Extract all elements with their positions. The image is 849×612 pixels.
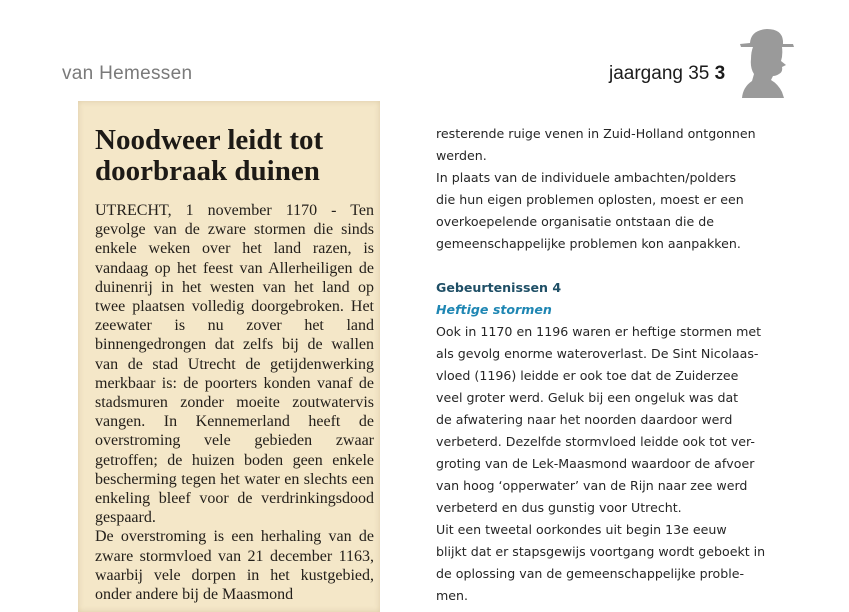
clipping-paragraph: UTRECHT, 1 november 1170 - Ten gevolge van de zware stormen die sinds enkele weken over het land razen, is vandaag op het feest van Allerheiligen de duinenrij in het westen van het land op twee plaatsen volledig doorgebroken. Het zeewater is nu zover het land binnengedrongen dat zelfs bij de wallen van de stad Utrecht de getijdenwerking merkbaar is: de poorters konden vanaf de stadsmuren zonder moeite zoutwatervis vangen. In Kennemerland heeft de overstroming vele gebieden zwaar getroffen; de huizen boden geen enkele bescherming tegen het water en slechts een enkeling bleef voor de verdrinkingsdood gespaard. [95,202,374,527]
article-line: Uit een tweetal oorkondes uit begin 13e eeuw [436,522,727,537]
section-title: Gebeurtenissen 4 [436,280,562,295]
article-line: In plaats van de individuele ambachten/polders [436,170,737,185]
article-line: verbeterd en dus gunstig voor Utrecht. [436,500,682,515]
article-line: veel groter werd. Geluk bij een ongeluk was dat [436,390,739,405]
article-line: van hoog ‘opperwater’ van de Rijn naar zee werd [436,478,748,493]
article-line: Ook in 1170 en 1196 waren er heftige stormen met [436,324,762,339]
paragraph-gap [436,255,781,277]
article-line: vloed (1196) leidde er ook toe dat de Zuiderzee [436,368,739,383]
article-column [436,123,781,607]
article-line: de oplossing van de gemeenschappelijke proble- [436,566,745,581]
volume-indicator [609,63,725,85]
hat-man-silhouette-icon [738,26,794,98]
article-line: verbeterd. Dezelfde stormvloed leidde ook tot ver- [436,434,755,449]
article-line: blijkt dat er stapsgewijs voortgang wordt geboekt in [436,544,766,559]
article-line: die hun eigen problemen oplosten, moest er een [436,192,744,207]
article-line: overkoepelende organisatie ontstaan die de [436,214,714,229]
clipping-paragraph: De overstroming is een herhaling van de zware stormvloed van 21 december 1163, waarbij vele dorpen in het kustgebied, onder andere bij de Maasmond [95,528,374,604]
article-line: men. [436,588,469,603]
article-line: werden. [436,148,487,163]
article-line: gemeenschappelijke problemen kon aanpakken. [436,236,741,251]
clipping-headline: Noodweer leidt tot doorbraak duinen [95,124,324,187]
brand-name: van Hemessen [62,63,193,84]
page-number: 3 [714,63,726,84]
article-line: de afwatering naar het noorden daardoor werd [436,412,733,427]
subsection-title: Heftige stormen [436,302,552,317]
article-line: groting van de Lek-Maasmond waardoor de afvoer [436,456,755,471]
clipping-body [95,201,374,604]
article-line: resterende ruige venen in Zuid-Holland ontgonnen [436,126,756,141]
volume-label: jaargang 35 [609,63,710,84]
article-line: als gevolg enorme wateroverlast. De Sint Nicolaas- [436,346,759,361]
newspaper-clipping [78,101,380,612]
